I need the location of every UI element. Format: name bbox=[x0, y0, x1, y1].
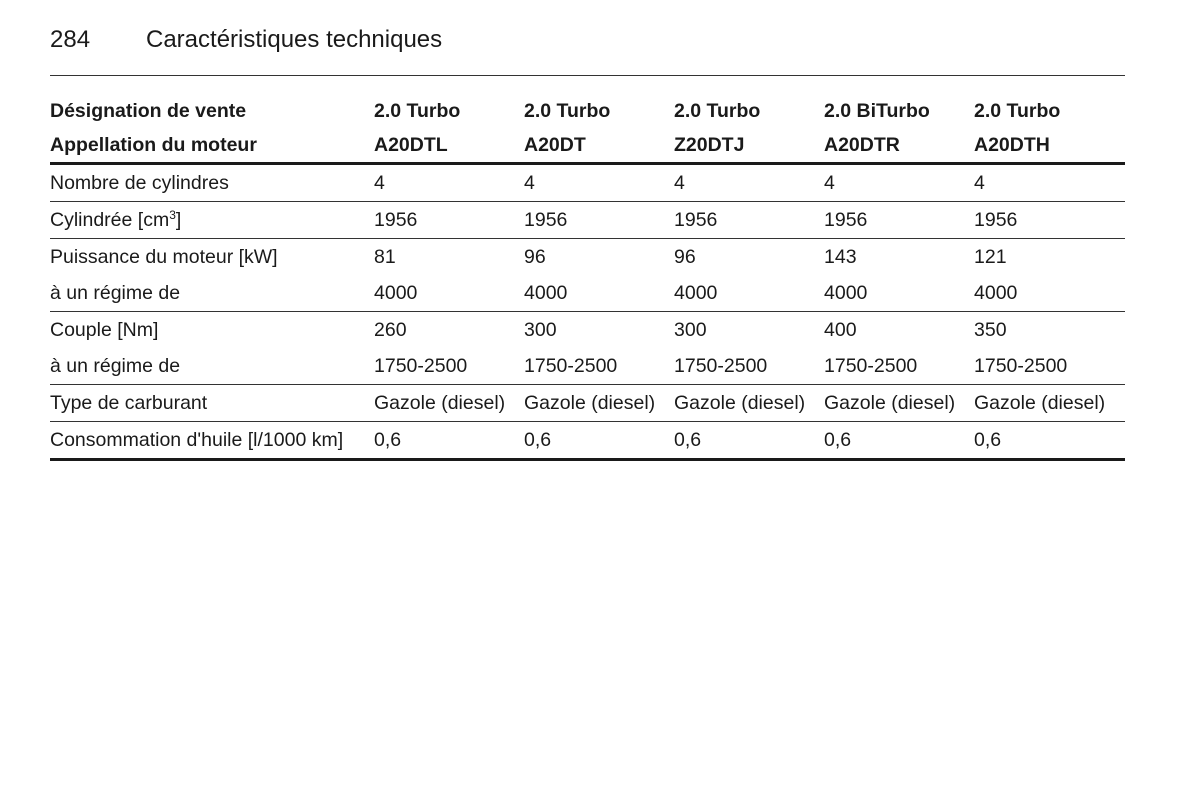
table-cell: 1750-2500 bbox=[974, 354, 1068, 377]
table-header bbox=[50, 94, 1125, 164]
row-label: à un régime de bbox=[50, 354, 181, 377]
page-header bbox=[50, 24, 1125, 56]
row-label bbox=[50, 202, 374, 239]
table-cell: 96 bbox=[524, 239, 674, 276]
table-cell: 1750-2500 bbox=[374, 354, 468, 377]
header-row-engine-code bbox=[50, 128, 1125, 164]
table-cell: 1750-2500 bbox=[524, 354, 618, 377]
table-cell: 0,6 bbox=[674, 422, 824, 460]
row-label: à un régime de bbox=[50, 281, 181, 304]
table-cell: Gazole (diesel) bbox=[674, 385, 824, 422]
table-row-displacement bbox=[50, 202, 1125, 239]
header-cell-sales: 2.0 Turbo bbox=[674, 99, 761, 122]
table-cell: 0,6 bbox=[524, 422, 674, 460]
table-cell: 1956 bbox=[374, 202, 524, 239]
superscript: 3 bbox=[169, 207, 176, 222]
table-body bbox=[50, 164, 1125, 460]
table-cell: Gazole (diesel) bbox=[974, 385, 1125, 422]
page-title: Caractéristiques techniques bbox=[146, 26, 443, 53]
table-cell: 4000 bbox=[974, 281, 1018, 304]
table-cell: 4000 bbox=[374, 281, 418, 304]
table-row-torque bbox=[50, 312, 1125, 349]
row-label: Type de carburant bbox=[50, 385, 374, 422]
table-cell: 1750-2500 bbox=[674, 354, 768, 377]
table-cell: 300 bbox=[524, 312, 674, 349]
header-cell-engine: Z20DTJ bbox=[674, 128, 824, 164]
table-row-power bbox=[50, 239, 1125, 276]
page-number: 284 bbox=[50, 26, 91, 53]
table-cell: 350 bbox=[974, 312, 1125, 349]
table-cell: 4000 bbox=[674, 281, 718, 304]
table-cell: 4 bbox=[824, 171, 835, 194]
engine-spec-table bbox=[50, 94, 1125, 461]
table-cell: 96 bbox=[674, 239, 824, 276]
header-cell-engine: A20DTH bbox=[974, 128, 1125, 164]
table-cell: Gazole (diesel) bbox=[524, 385, 674, 422]
table-cell: Gazole (diesel) bbox=[824, 385, 974, 422]
table-cell: 300 bbox=[674, 312, 824, 349]
table-cell: 4000 bbox=[824, 281, 868, 304]
table-cell: 4000 bbox=[524, 281, 568, 304]
table-cell: 0,6 bbox=[824, 422, 974, 460]
table-cell: 1956 bbox=[524, 202, 674, 239]
table-row-cylinders bbox=[50, 164, 1125, 202]
table-cell: 81 bbox=[374, 239, 524, 276]
row-label-text: Cylindrée [cm bbox=[50, 208, 170, 231]
header-cell-engine: A20DTL bbox=[374, 128, 524, 164]
table-cell: 1956 bbox=[974, 202, 1125, 239]
table-cell: 1956 bbox=[824, 202, 974, 239]
table-row-torque-rpm bbox=[50, 348, 1125, 385]
header-label-engine-code: Appellation du moteur bbox=[50, 128, 374, 164]
row-label: Couple [Nm] bbox=[50, 312, 374, 349]
header-cell-sales: 2.0 Turbo bbox=[974, 99, 1061, 122]
row-label: Puissance du moteur [kW] bbox=[50, 239, 374, 276]
table-row-oil-consumption bbox=[50, 422, 1125, 460]
table-cell: 260 bbox=[374, 312, 524, 349]
table-cell: 4 bbox=[524, 171, 535, 194]
header-cell-engine: A20DTR bbox=[824, 128, 974, 164]
table-cell: 4 bbox=[674, 171, 685, 194]
table-cell: 1956 bbox=[674, 202, 824, 239]
table-cell: 1750-2500 bbox=[824, 354, 918, 377]
header-cell-sales: 2.0 BiTurbo bbox=[824, 99, 930, 122]
table-cell: 143 bbox=[824, 239, 974, 276]
table-cell: Gazole (diesel) bbox=[374, 385, 524, 422]
table-cell: 4 bbox=[374, 171, 385, 194]
table-cell: 0,6 bbox=[974, 422, 1125, 460]
header-row-sales-designation bbox=[50, 94, 1125, 128]
table-row-power-rpm bbox=[50, 275, 1125, 312]
header-cell-sales: 2.0 Turbo bbox=[524, 99, 611, 122]
header-label-sales-designation: Désignation de vente bbox=[50, 99, 247, 122]
header-cell-engine: A20DT bbox=[524, 128, 674, 164]
row-label: Consommation d'huile [l/1000 km] bbox=[50, 422, 374, 460]
header-rule bbox=[50, 75, 1125, 76]
header-cell-sales: 2.0 Turbo bbox=[374, 99, 461, 122]
table-cell: 121 bbox=[974, 239, 1125, 276]
row-label: Nombre de cylindres bbox=[50, 171, 229, 194]
row-label-end: ] bbox=[175, 208, 182, 231]
table-cell: 4 bbox=[974, 171, 985, 194]
table-row-fuel-type bbox=[50, 385, 1125, 422]
table-cell: 0,6 bbox=[374, 422, 524, 460]
table-cell: 400 bbox=[824, 312, 974, 349]
